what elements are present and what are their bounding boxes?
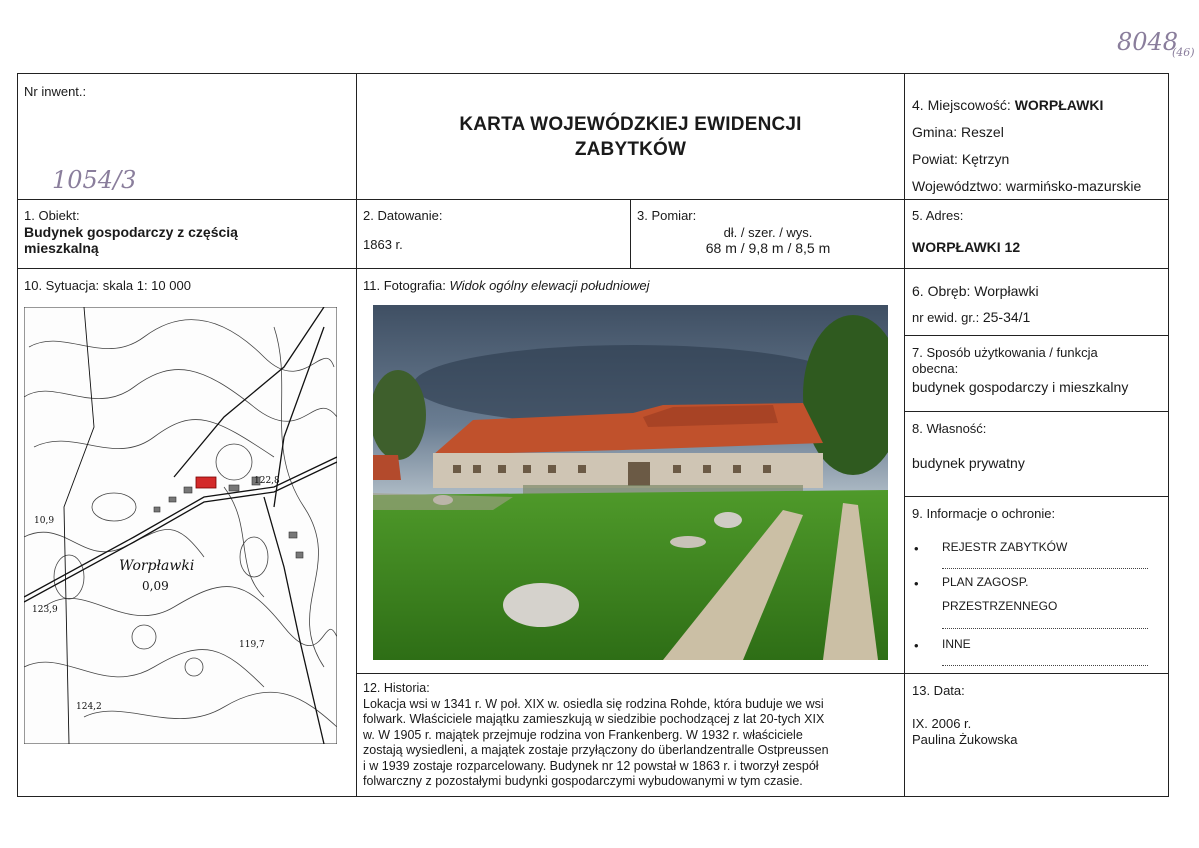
precinct-label: 6. Obręb: (912, 283, 971, 299)
situation-label: 10. Sytuacja: skala 1: 10 000 (24, 278, 191, 293)
voivodeship-label: Województwo: (912, 178, 1003, 194)
location-cell (912, 92, 1167, 200)
ownership-label: 8. Własność: (912, 421, 987, 436)
usage-label: 7. Sposób użytkowania / funkcja obecna: (912, 345, 1098, 376)
object-value: Budynek gospodarczy z częścią mieszkalną (24, 224, 238, 256)
object-location-marker (196, 477, 216, 488)
photo-label: 11. Fotografia: (363, 278, 446, 293)
building-photo (373, 305, 888, 660)
inventory-number-cell (24, 84, 344, 100)
locality-label: 4. Miejscowość: (912, 97, 1011, 113)
map-label-area: 0,09 (142, 579, 169, 593)
parcel-number-label: nr ewid. gr.: (912, 310, 980, 325)
precinct-value: Worpławki (974, 283, 1039, 299)
measurement-label: 3. Pomiar: (637, 208, 697, 223)
inventory-number-label: Nr inwent.: (24, 84, 87, 99)
protection-register-line (942, 560, 1148, 569)
date-cell (912, 683, 1167, 748)
precinct-cell (912, 278, 1167, 331)
card-title-line1: KARTA WOJEWÓDZKIEJ EWIDENCJI (459, 114, 802, 135)
protection-item-register: REJESTR ZABYTKÓW (942, 540, 1068, 554)
map-label-elev-1: 123,9 (32, 605, 58, 615)
card-title-line2: ZABYTKÓW (574, 139, 687, 160)
card-title (357, 112, 904, 162)
history-line: folwarczny z pozostałymi budynki gospodarczymi wybudowanymi w tym czasie. (363, 774, 803, 788)
history-line: Lokacja wsi w 1341 r. W poł. XIX w. osiedla się rodzina Rohde, która buduje we wsi (363, 696, 824, 711)
measurement-units: dł. / szer. / wys. (723, 225, 813, 240)
protection-item-plan: PLAN ZAGOSP. (942, 575, 1029, 589)
measurement-cell (637, 208, 899, 256)
date-label: 13. Data: (912, 683, 965, 698)
measurement-value: 68 m / 9,8 m / 8,5 m (705, 240, 831, 256)
protection-cell (912, 506, 1167, 671)
ownership-value: budynek prywatny (912, 455, 1025, 471)
history-label: 12. Historia: (363, 681, 430, 695)
commune-value: Reszel (961, 124, 1004, 140)
history-line: folwark. Właściciele majątku zamieszkują w siedzibie pochodzącej z lat 20-tych XIX (363, 712, 825, 726)
photo-caption (363, 278, 898, 294)
address-value: WORPŁAWKI 12 (912, 239, 1021, 255)
map-label-elev-5: 10,9 (34, 516, 55, 526)
map-label-village: Worpławki (119, 558, 195, 574)
map-label-elev-4: 122,8 (254, 476, 280, 486)
map-label-elev-3: 124,2 (76, 702, 102, 712)
ownership-cell (912, 421, 1167, 471)
handwritten-inventory-number: 1054/3 (52, 166, 137, 194)
parcel-number-value: 25-34/1 (982, 309, 1031, 325)
history-line: i w 1939 zostaje rozparcelowany. Budynek nr 12 powstał w 1863 r. i tworzył zespół (363, 758, 819, 773)
map-label-elev-2: 119,7 (239, 640, 265, 650)
dating-cell (363, 208, 623, 253)
dating-value: 1863 r. (363, 237, 403, 252)
object-label: 1. Obiekt: (24, 208, 80, 223)
protection-item-other: INNE (942, 637, 971, 651)
history-line: zostają wysiedleni, a majątek zostaje przyłączony do überlandzentralle Ostpreussen (363, 743, 829, 757)
dating-label: 2. Datowanie: (363, 208, 443, 223)
address-cell (912, 208, 1167, 255)
county-label: Powiat: (912, 151, 958, 167)
usage-cell (912, 345, 1142, 395)
address-label: 5. Adres: (912, 208, 964, 223)
protection-item-plan-2: PRZESTRZENNEGO (942, 599, 1058, 613)
history-line: w. W 1905 r. majątek przejmuje rodzina von Frankenberg. W 1932 r. właściciele (363, 727, 803, 742)
photo-caption-text: Widok ogólny elewacji południowej (449, 278, 650, 293)
handwritten-catalog-number: 8048 (1117, 28, 1179, 56)
county-value: Kętrzyn (961, 151, 1010, 167)
date-value: IX. 2006 r. (912, 716, 972, 731)
protection-plan-line (942, 620, 1148, 629)
protection-other-line (942, 657, 1148, 666)
usage-value: budynek gospodarczy i mieszkalny (912, 379, 1129, 395)
handwritten-catalog-suffix: (46) (1172, 46, 1195, 59)
voivodeship-value: warmińsko-mazurskie (1005, 178, 1142, 194)
locality-value: WORPŁAWKI (1014, 97, 1104, 113)
bullet-1: • (914, 541, 919, 556)
topographic-map (24, 307, 337, 744)
object-cell (24, 208, 349, 256)
history-cell (363, 681, 898, 790)
author-name: Paulina Żukowska (912, 732, 1018, 747)
bullet-3: • (914, 638, 919, 653)
bullet-2: • (914, 576, 919, 591)
commune-label: Gmina: (912, 124, 958, 140)
protection-label: 9. Informacje o ochronie: (912, 506, 1056, 521)
